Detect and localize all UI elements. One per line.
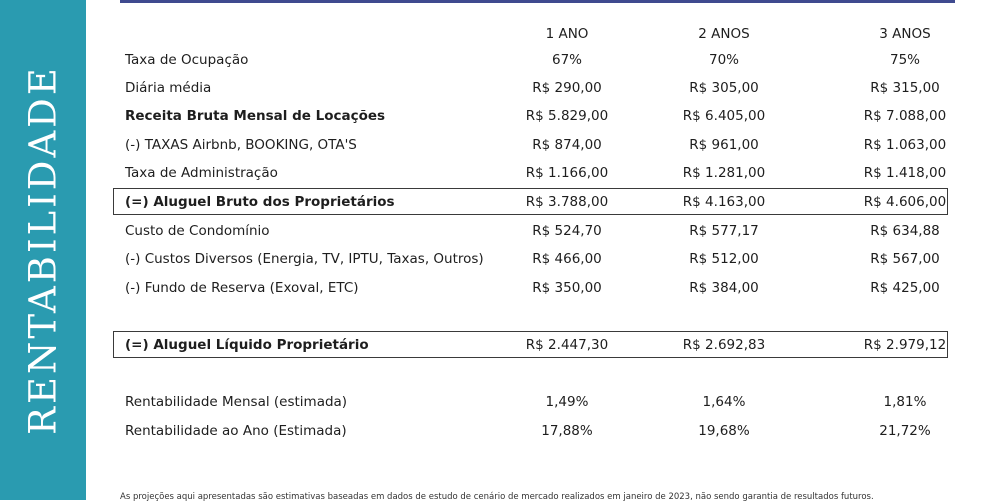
row-label: Taxa de Administração	[125, 165, 278, 181]
row-value-year-3: 21,72%	[879, 423, 931, 439]
row-value-year-3: R$ 1.063,00	[863, 137, 947, 153]
row-label: Taxa de Ocupação	[125, 52, 249, 68]
column-header-year-2: 2 ANOS	[698, 26, 750, 42]
row-value-year-1: R$ 290,00	[532, 80, 602, 96]
row-label: (-) TAXAS Airbnb, BOOKING, OTA'S	[125, 137, 357, 153]
row-label: (-) Fundo de Reserva (Exoval, ETC)	[125, 280, 359, 296]
row-value-year-2: R$ 384,00	[689, 280, 759, 296]
row-value-year-3: R$ 1.418,00	[863, 165, 947, 181]
row-label: (=) Aluguel Líquido Proprietário	[125, 337, 369, 353]
row-value-year-1: R$ 1.166,00	[525, 165, 609, 181]
top-divider	[120, 0, 955, 3]
sidebar-title: RENTABILIDADE	[21, 65, 65, 435]
row-value-year-3: R$ 4.606,00	[863, 194, 947, 210]
column-header-year-3: 3 ANOS	[879, 26, 931, 42]
row-value-year-3: R$ 2.979,12	[863, 337, 947, 353]
row-value-year-2: 70%	[708, 52, 739, 68]
row-value-year-1: R$ 466,00	[532, 251, 602, 267]
row-value-year-3: R$ 567,00	[870, 251, 940, 267]
row-value-year-1: 67%	[551, 52, 582, 68]
row-value-year-1: R$ 874,00	[532, 137, 602, 153]
row-value-year-2: R$ 1.281,00	[682, 165, 766, 181]
row-value-year-3: R$ 634,88	[870, 223, 940, 239]
row-value-year-2: 1,64%	[702, 394, 746, 410]
row-label: Diária média	[125, 80, 212, 96]
row-value-year-3: 75%	[889, 52, 920, 68]
row-value-year-3: R$ 425,00	[870, 280, 940, 296]
row-value-year-3: R$ 7.088,00	[863, 108, 947, 124]
row-value-year-1: 17,88%	[541, 423, 593, 439]
row-label: (-) Custos Diversos (Energia, TV, IPTU, Taxas, Outros)	[125, 251, 484, 267]
row-value-year-1: R$ 3.788,00	[525, 194, 609, 210]
row-value-year-2: 19,68%	[698, 423, 750, 439]
row-value-year-2: R$ 305,00	[689, 80, 759, 96]
row-value-year-1: 1,49%	[545, 394, 589, 410]
row-value-year-1: R$ 2.447,30	[525, 337, 609, 353]
column-header-year-1: 1 ANO	[545, 26, 589, 42]
row-value-year-1: R$ 524,70	[532, 223, 602, 239]
row-value-year-2: R$ 6.405,00	[682, 108, 766, 124]
sidebar	[0, 0, 86, 500]
row-label: Rentabilidade Mensal (estimada)	[125, 394, 348, 410]
row-value-year-2: R$ 4.163,00	[682, 194, 766, 210]
row-label: Rentabilidade ao Ano (Estimada)	[125, 423, 347, 439]
row-value-year-1: R$ 350,00	[532, 280, 602, 296]
row-value-year-2: R$ 2.692,83	[682, 337, 766, 353]
row-value-year-3: R$ 315,00	[870, 80, 940, 96]
row-value-year-1: R$ 5.829,00	[525, 108, 609, 124]
row-value-year-2: R$ 577,17	[689, 223, 759, 239]
row-label: Receita Bruta Mensal de Locações	[125, 108, 386, 124]
row-value-year-3: 1,81%	[883, 394, 927, 410]
row-value-year-2: R$ 512,00	[689, 251, 759, 267]
row-label: (=) Aluguel Bruto dos Proprietários	[125, 194, 395, 210]
row-value-year-2: R$ 961,00	[689, 137, 759, 153]
footnote: As projeções aqui apresentadas são estimativas baseadas em dados de estudo de cenário de mercado realizados em janeiro de 2023, não sendo garantia de resultados futuros.	[120, 492, 874, 502]
row-label: Custo de Condomínio	[125, 223, 270, 239]
